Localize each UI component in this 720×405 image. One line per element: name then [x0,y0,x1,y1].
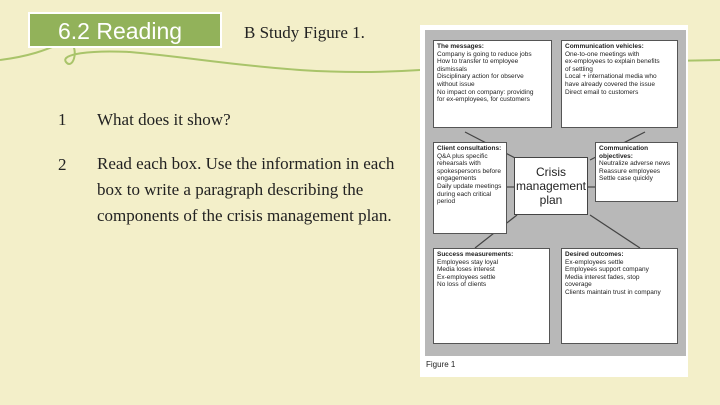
box-line: have already covered the issue [565,80,655,88]
center-label: plan [539,193,563,207]
box-heading: Success measurements: [437,251,514,258]
box-line: Q&A plus specific [437,152,488,160]
box-line: One-to-one meetings with [565,50,640,58]
box-line: for ex-employees, for customers [437,96,530,104]
crisis-management-plan-box [514,157,588,215]
box-line: Ex-employees settle [437,273,496,281]
box-line: during each critical [437,190,492,198]
box-line: Settle case quickly [599,175,653,183]
desired-outcomes-box [561,248,678,344]
messages-box [433,40,552,128]
communication-objectives-box [595,142,678,202]
box-line: Ex-employees settle [565,258,624,266]
box-line: Direct email to customers [565,88,639,96]
box-line: of settling [565,65,593,73]
box-heading: Communication vehicles: [565,43,644,50]
box-line: spokespersons before [437,167,501,175]
box-line: Company is going to reduce jobs [437,50,532,58]
box-line: No impact on company: providing [437,88,534,96]
box-line: Daily update meetings [437,182,502,190]
question-text: What does it show? [97,110,231,129]
center-label: management [515,179,587,193]
box-line: No loss of clients [437,281,487,289]
box-heading: Communication objectives: [599,145,649,160]
box-line: Neutralize adverse news [599,160,671,168]
box-line: How to transfer to employee [437,58,519,66]
box-line: without issue [437,80,475,88]
box-line: dismissals [437,65,467,73]
box-line: Reassure employees [599,167,661,175]
box-line: Employees stay loyal [437,258,499,266]
box-line: coverage [565,281,592,289]
box-line: rehearsals with [437,160,481,168]
page-title: 6.2 Reading [58,18,183,44]
communication-vehicles-box [561,40,678,128]
box-line: Media loses interest [437,266,495,274]
question-text: Read each box. Use the information in each box to write a paragraph describing the components of the crisis management plan. [97,154,395,225]
box-line: period [437,198,456,206]
center-label: Crisis [536,165,566,179]
box-heading: The messages: [437,43,484,50]
box-line: ex-employees to explain benefits [565,58,660,66]
box-line: Employees support company [565,266,649,274]
box-line: Media interest fades, stop [565,273,640,281]
box-heading: Client consultations: [437,145,502,152]
box-line: Local + international media who [565,73,657,81]
question-number: 1 [58,110,67,129]
box-line: engagements [437,175,477,183]
box-line: Disciplinary action for observe [437,73,524,81]
question-number: 2 [58,155,67,174]
box-heading: Desired outcomes: [565,251,624,258]
client-consultations-box [433,142,507,234]
success-measurements-box [433,248,550,344]
instruction-heading: B Study Figure 1. [244,23,365,42]
figure-caption: Figure 1 [426,360,456,369]
box-line: Clients maintain trust in company [565,288,661,296]
